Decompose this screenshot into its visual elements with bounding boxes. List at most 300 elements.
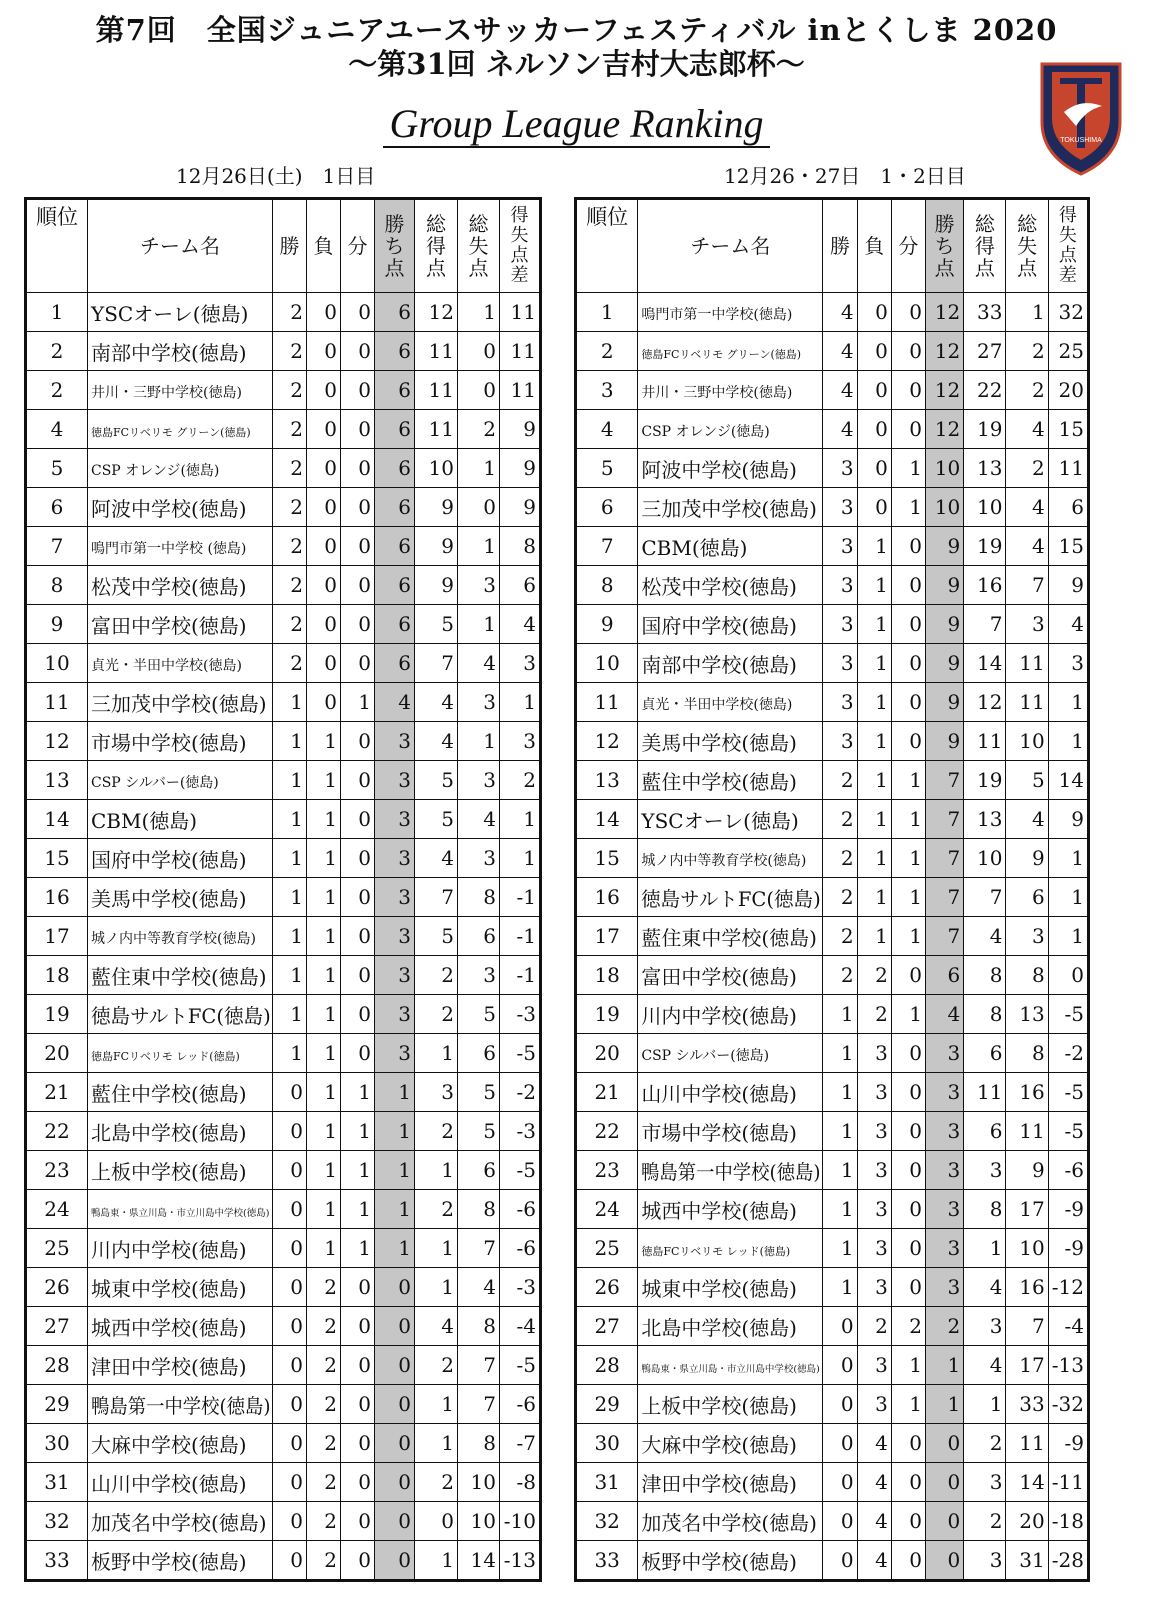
table-row — [576, 488, 1089, 527]
cell-draw: 0 — [341, 1463, 375, 1502]
table-header-row — [26, 199, 541, 293]
cell-rank: 18 — [26, 956, 88, 995]
team-name: 貞光・半田中学校(徳島) — [91, 658, 242, 674]
cell-loss: 1 — [307, 995, 341, 1034]
table-row — [26, 1034, 541, 1073]
cell-ga: 4 — [458, 644, 500, 683]
cell-draw: 0 — [891, 644, 925, 683]
table-row — [576, 1346, 1089, 1385]
cell-points: 0 — [375, 1346, 415, 1385]
cell-win: 0 — [273, 1151, 307, 1190]
cell-draw: 0 — [341, 605, 375, 644]
table-row — [26, 1112, 541, 1151]
cell-gd: 14 — [1048, 761, 1088, 800]
cell-win: 2 — [823, 761, 857, 800]
cell-team — [638, 761, 823, 800]
cell-rank: 25 — [26, 1229, 88, 1268]
cell-loss: 1 — [307, 917, 341, 956]
cell-draw: 0 — [891, 683, 925, 722]
cell-rank: 11 — [576, 683, 638, 722]
cell-draw: 0 — [341, 800, 375, 839]
team-name: 阿波中学校(徳島) — [641, 457, 797, 482]
team-name: 三加茂中学校(徳島) — [91, 691, 267, 716]
cell-ga: 8 — [458, 1424, 500, 1463]
team-name: 南部中学校(徳島) — [91, 340, 247, 365]
table-row — [26, 683, 541, 722]
cell-team — [638, 1151, 823, 1190]
cell-points: 3 — [926, 1073, 964, 1112]
cell-points: 3 — [926, 1151, 964, 1190]
cell-ga: 4 — [1006, 527, 1048, 566]
cell-rank: 8 — [26, 566, 88, 605]
cell-ga: 1 — [1006, 293, 1048, 332]
cell-team — [638, 1346, 823, 1385]
team-name: 北島中学校(徳島) — [641, 1315, 797, 1340]
table-row — [576, 527, 1089, 566]
cell-win: 3 — [823, 683, 857, 722]
table-row — [26, 371, 541, 410]
cell-gd: 1 — [1048, 683, 1088, 722]
cell-win: 0 — [273, 1307, 307, 1346]
cell-win: 1 — [823, 995, 857, 1034]
cell-rank: 22 — [26, 1112, 88, 1151]
cell-loss: 2 — [307, 1541, 341, 1581]
cell-gf: 3 — [415, 1073, 458, 1112]
cell-ga: 13 — [1006, 995, 1048, 1034]
cell-points: 1 — [926, 1385, 964, 1424]
team-name: YSCオーレ(徳島) — [91, 301, 249, 326]
cell-rank: 27 — [576, 1307, 638, 1346]
cell-ga: 1 — [458, 449, 500, 488]
cell-gf: 6 — [964, 1034, 1006, 1073]
cell-team — [88, 449, 273, 488]
cell-team — [638, 293, 823, 332]
cell-win: 2 — [823, 917, 857, 956]
cell-win: 3 — [823, 566, 857, 605]
cell-loss: 1 — [857, 527, 891, 566]
cell-rank: 8 — [576, 566, 638, 605]
table-row — [576, 917, 1089, 956]
cell-gf: 2 — [964, 1424, 1006, 1463]
cell-ga: 7 — [458, 1346, 500, 1385]
cell-team — [88, 878, 273, 917]
cell-rank: 5 — [576, 449, 638, 488]
team-name: 徳島FCリベリモ グリーン(徳島) — [641, 348, 802, 361]
cell-team — [88, 1541, 273, 1581]
team-name: 藍住東中学校(徳島) — [641, 925, 817, 950]
cell-draw: 0 — [341, 878, 375, 917]
cell-gf: 0 — [415, 1502, 458, 1541]
cell-gf: 8 — [964, 1190, 1006, 1229]
cell-gd: -1 — [500, 956, 541, 995]
cell-rank: 1 — [576, 293, 638, 332]
table-row — [576, 293, 1089, 332]
cell-ga: 4 — [1006, 410, 1048, 449]
cell-rank: 14 — [26, 800, 88, 839]
cell-rank: 21 — [576, 1073, 638, 1112]
cell-ga: 11 — [1006, 1112, 1048, 1151]
table-row — [576, 605, 1089, 644]
cell-win: 3 — [823, 488, 857, 527]
cell-loss: 3 — [857, 1034, 891, 1073]
cell-points: 3 — [375, 761, 415, 800]
table-row — [26, 1268, 541, 1307]
cell-draw: 1 — [341, 683, 375, 722]
table-row — [26, 995, 541, 1034]
cell-rank: 16 — [26, 878, 88, 917]
cell-rank: 2 — [576, 332, 638, 371]
cell-draw: 0 — [341, 410, 375, 449]
cell-rank: 33 — [576, 1541, 638, 1581]
cell-ga: 7 — [458, 1385, 500, 1424]
cell-team — [88, 995, 273, 1034]
cell-loss: 0 — [307, 566, 341, 605]
cell-rank: 2 — [26, 371, 88, 410]
team-name: 加茂名中学校(徳島) — [91, 1510, 267, 1535]
table-row — [26, 1502, 541, 1541]
cell-points: 6 — [375, 332, 415, 371]
cell-win: 2 — [273, 644, 307, 683]
table-row — [26, 1151, 541, 1190]
table-row — [576, 1034, 1089, 1073]
cell-win: 0 — [823, 1502, 857, 1541]
cell-gd: -12 — [1048, 1268, 1088, 1307]
cell-draw: 0 — [341, 1385, 375, 1424]
table-row — [576, 956, 1089, 995]
col-draw-header: 分 — [891, 199, 925, 293]
cell-ga: 6 — [458, 1151, 500, 1190]
cell-win: 2 — [273, 293, 307, 332]
team-name: 藍住東中学校(徳島) — [91, 964, 267, 989]
cell-gf: 8 — [964, 956, 1006, 995]
cell-points: 6 — [375, 605, 415, 644]
cell-ga: 11 — [1006, 1424, 1048, 1463]
cell-rank: 25 — [576, 1229, 638, 1268]
cell-draw: 0 — [891, 1268, 925, 1307]
cell-points: 7 — [926, 800, 964, 839]
cell-rank: 3 — [576, 371, 638, 410]
cell-draw: 0 — [341, 488, 375, 527]
team-name: 貞光・半田中学校(徳島) — [641, 697, 793, 713]
cell-win: 0 — [823, 1307, 857, 1346]
cell-points: 6 — [375, 410, 415, 449]
table-row — [576, 1151, 1089, 1190]
cell-draw: 1 — [891, 995, 925, 1034]
cell-draw: 0 — [341, 995, 375, 1034]
cell-team — [88, 1229, 273, 1268]
cell-gf: 19 — [964, 527, 1006, 566]
cell-rank: 10 — [26, 644, 88, 683]
cell-win: 0 — [823, 1463, 857, 1502]
table-row — [26, 1307, 541, 1346]
cell-gf: 33 — [964, 293, 1006, 332]
cell-ga: 2 — [1006, 371, 1048, 410]
table-row — [26, 488, 541, 527]
cell-gf: 1 — [415, 1034, 458, 1073]
team-name: 美馬中学校(徳島) — [91, 886, 247, 911]
cell-gf: 8 — [964, 995, 1006, 1034]
cell-team — [88, 1073, 273, 1112]
cell-win: 1 — [823, 1229, 857, 1268]
cell-win: 1 — [273, 878, 307, 917]
team-name: CSP シルバー(徳島) — [91, 775, 219, 791]
cell-gd: 1 — [500, 839, 541, 878]
cell-loss: 1 — [857, 683, 891, 722]
col-draw-header: 分 — [341, 199, 375, 293]
cell-rank: 17 — [26, 917, 88, 956]
cell-loss: 1 — [307, 761, 341, 800]
cell-gd: -11 — [1048, 1463, 1088, 1502]
cell-ga: 33 — [1006, 1385, 1048, 1424]
cell-gd: 8 — [500, 527, 541, 566]
table-row — [26, 332, 541, 371]
cell-team — [638, 371, 823, 410]
cell-gf: 9 — [415, 566, 458, 605]
cell-gf: 2 — [415, 995, 458, 1034]
cell-gd: -32 — [1048, 1385, 1088, 1424]
cell-points: 12 — [926, 410, 964, 449]
table-row — [26, 605, 541, 644]
cell-gf: 14 — [964, 644, 1006, 683]
cell-gd: 9 — [1048, 566, 1088, 605]
cell-draw: 0 — [341, 566, 375, 605]
cell-draw: 1 — [891, 1346, 925, 1385]
cell-loss: 0 — [857, 371, 891, 410]
cell-gd: -1 — [500, 917, 541, 956]
cell-gf: 2 — [964, 1502, 1006, 1541]
table-row — [26, 722, 541, 761]
cell-loss: 1 — [857, 761, 891, 800]
cell-win: 0 — [823, 1424, 857, 1463]
cell-points: 0 — [375, 1385, 415, 1424]
cell-rank: 10 — [576, 644, 638, 683]
table-row — [576, 410, 1089, 449]
cell-loss: 1 — [857, 566, 891, 605]
cell-team — [88, 761, 273, 800]
cell-loss: 2 — [307, 1385, 341, 1424]
cell-win: 4 — [823, 332, 857, 371]
cell-ga: 11 — [1006, 683, 1048, 722]
col-points-header: 勝ち点 — [926, 199, 964, 293]
cell-draw: 1 — [891, 917, 925, 956]
cell-team — [88, 1346, 273, 1385]
table-row — [576, 1463, 1089, 1502]
section-heading-text: Group League Ranking — [383, 101, 769, 148]
cell-ga: 10 — [458, 1463, 500, 1502]
cell-draw: 1 — [341, 1190, 375, 1229]
cell-win: 0 — [273, 1073, 307, 1112]
table-row — [26, 1073, 541, 1112]
page-subtitle-cup: ～第31回 ネルソン吉村大志郎杯～ — [348, 47, 805, 81]
cell-win: 1 — [823, 1034, 857, 1073]
cell-team — [88, 1385, 273, 1424]
cell-loss: 0 — [307, 644, 341, 683]
cell-ga: 4 — [1006, 800, 1048, 839]
cell-gd: -28 — [1048, 1541, 1088, 1581]
cell-team — [88, 1463, 273, 1502]
cell-ga: 5 — [458, 995, 500, 1034]
cell-gf: 1 — [415, 1385, 458, 1424]
cell-gf: 5 — [415, 917, 458, 956]
cell-points: 6 — [375, 449, 415, 488]
cell-rank: 28 — [26, 1346, 88, 1385]
table-row — [26, 1424, 541, 1463]
cell-points: 9 — [926, 722, 964, 761]
team-name: 鴨島東・県立川島・市立川島中学校(徳島) — [91, 1208, 270, 1219]
cell-team — [88, 839, 273, 878]
cell-ga: 4 — [458, 1268, 500, 1307]
cell-rank: 22 — [576, 1112, 638, 1151]
team-name: CSP シルバー(徳島) — [641, 1048, 770, 1064]
cell-draw: 0 — [341, 1541, 375, 1581]
cell-gd: 4 — [1048, 605, 1088, 644]
cell-loss: 2 — [307, 1463, 341, 1502]
table-row — [576, 761, 1089, 800]
cell-loss: 1 — [307, 1112, 341, 1151]
cell-gd: 4 — [500, 605, 541, 644]
cell-draw: 0 — [891, 1502, 925, 1541]
cell-points: 6 — [375, 644, 415, 683]
table-row — [576, 449, 1089, 488]
team-name: 川内中学校(徳島) — [641, 1003, 797, 1028]
cell-draw: 0 — [891, 1190, 925, 1229]
cell-rank: 30 — [26, 1424, 88, 1463]
cell-draw: 1 — [891, 449, 925, 488]
cell-draw: 0 — [891, 332, 925, 371]
cell-team — [88, 1424, 273, 1463]
cell-gd: 0 — [1048, 956, 1088, 995]
cell-points: 0 — [926, 1541, 964, 1581]
table-row — [576, 1424, 1089, 1463]
cell-win: 0 — [273, 1346, 307, 1385]
cell-ga: 1 — [458, 293, 500, 332]
cell-rank: 33 — [26, 1541, 88, 1581]
cell-gd: -1 — [500, 878, 541, 917]
cell-loss: 1 — [857, 605, 891, 644]
cell-ga: 3 — [1006, 917, 1048, 956]
cell-gd: -4 — [1048, 1307, 1088, 1346]
team-name: 城ノ内中等教育学校(徳島) — [91, 931, 256, 947]
cell-ga: 3 — [458, 566, 500, 605]
cell-rank: 6 — [26, 488, 88, 527]
cell-win: 1 — [823, 1268, 857, 1307]
cell-team — [88, 332, 273, 371]
cell-points: 3 — [375, 995, 415, 1034]
col-gf-header: 総得点 — [415, 199, 458, 293]
team-name: 井川・三野中学校(徳島) — [91, 385, 242, 401]
cell-loss: 3 — [857, 1112, 891, 1151]
table-body — [26, 293, 541, 1581]
cell-ga: 6 — [1006, 878, 1048, 917]
cell-gd: 3 — [1048, 644, 1088, 683]
cell-ga: 0 — [458, 488, 500, 527]
cell-team — [88, 1151, 273, 1190]
cell-ga: 8 — [458, 878, 500, 917]
cell-loss: 1 — [857, 917, 891, 956]
team-name: 徳島サルトFC(徳島) — [641, 886, 822, 911]
cell-loss: 2 — [307, 1424, 341, 1463]
cell-win: 2 — [273, 488, 307, 527]
team-name: 津田中学校(徳島) — [91, 1354, 247, 1379]
team-name: CSP オレンジ(徳島) — [91, 463, 220, 479]
cell-rank: 21 — [26, 1073, 88, 1112]
cell-draw: 0 — [341, 1502, 375, 1541]
cell-draw: 0 — [341, 917, 375, 956]
cell-points: 0 — [375, 1424, 415, 1463]
table-row — [26, 566, 541, 605]
team-name: 鴨島東・県立川島・市立川島中学校(徳島) — [641, 1364, 820, 1375]
cell-draw: 1 — [891, 488, 925, 527]
cell-draw: 1 — [891, 878, 925, 917]
cell-rank: 9 — [576, 605, 638, 644]
team-name: 美馬中学校(徳島) — [641, 730, 797, 755]
team-name: 川内中学校(徳島) — [91, 1237, 247, 1262]
cell-ga: 9 — [1006, 839, 1048, 878]
cell-win: 1 — [273, 722, 307, 761]
cell-team — [638, 527, 823, 566]
cell-rank: 29 — [26, 1385, 88, 1424]
cell-loss: 1 — [307, 1151, 341, 1190]
team-name: 南部中学校(徳島) — [641, 652, 797, 677]
cell-loss: 1 — [307, 1073, 341, 1112]
cell-points: 2 — [926, 1307, 964, 1346]
cell-rank: 32 — [576, 1502, 638, 1541]
cell-draw: 1 — [341, 1151, 375, 1190]
cell-team — [638, 1268, 823, 1307]
cell-ga: 20 — [1006, 1502, 1048, 1541]
table-row — [26, 1346, 541, 1385]
team-name: 国府中学校(徳島) — [91, 847, 247, 872]
cell-win: 1 — [823, 1112, 857, 1151]
cell-loss: 3 — [857, 1346, 891, 1385]
team-name: CBM(徳島) — [641, 535, 748, 560]
day1-2-ranking-table — [574, 197, 1090, 1582]
cell-gd: 11 — [1048, 449, 1088, 488]
cell-points: 6 — [926, 956, 964, 995]
cell-team — [638, 1307, 823, 1346]
cell-loss: 4 — [857, 1541, 891, 1581]
cell-team — [88, 1307, 273, 1346]
cell-win: 3 — [823, 644, 857, 683]
col-gf-header: 総得点 — [964, 199, 1006, 293]
col-loss-header: 負 — [307, 199, 341, 293]
cell-gf: 5 — [415, 605, 458, 644]
cell-rank: 31 — [576, 1463, 638, 1502]
cell-draw: 0 — [341, 956, 375, 995]
cell-team — [638, 449, 823, 488]
team-name: 鳴門市第一中学校(徳島) — [641, 307, 793, 323]
cell-gd: 15 — [1048, 527, 1088, 566]
cell-draw: 1 — [891, 761, 925, 800]
cell-gf: 4 — [964, 917, 1006, 956]
cell-gd: 11 — [500, 332, 541, 371]
table-row — [576, 644, 1089, 683]
cell-draw: 0 — [341, 761, 375, 800]
cell-gf: 7 — [964, 878, 1006, 917]
cell-team — [638, 1112, 823, 1151]
team-name: 富田中学校(徳島) — [641, 964, 797, 989]
cell-gd: 9 — [500, 449, 541, 488]
cell-gd: -5 — [1048, 1112, 1088, 1151]
cell-draw: 0 — [891, 1034, 925, 1073]
cell-loss: 4 — [857, 1424, 891, 1463]
cell-team — [638, 1190, 823, 1229]
cell-ga: 5 — [458, 1073, 500, 1112]
cell-gf: 4 — [964, 1268, 1006, 1307]
cell-points: 6 — [375, 566, 415, 605]
cell-points: 3 — [926, 1229, 964, 1268]
cell-team — [638, 956, 823, 995]
